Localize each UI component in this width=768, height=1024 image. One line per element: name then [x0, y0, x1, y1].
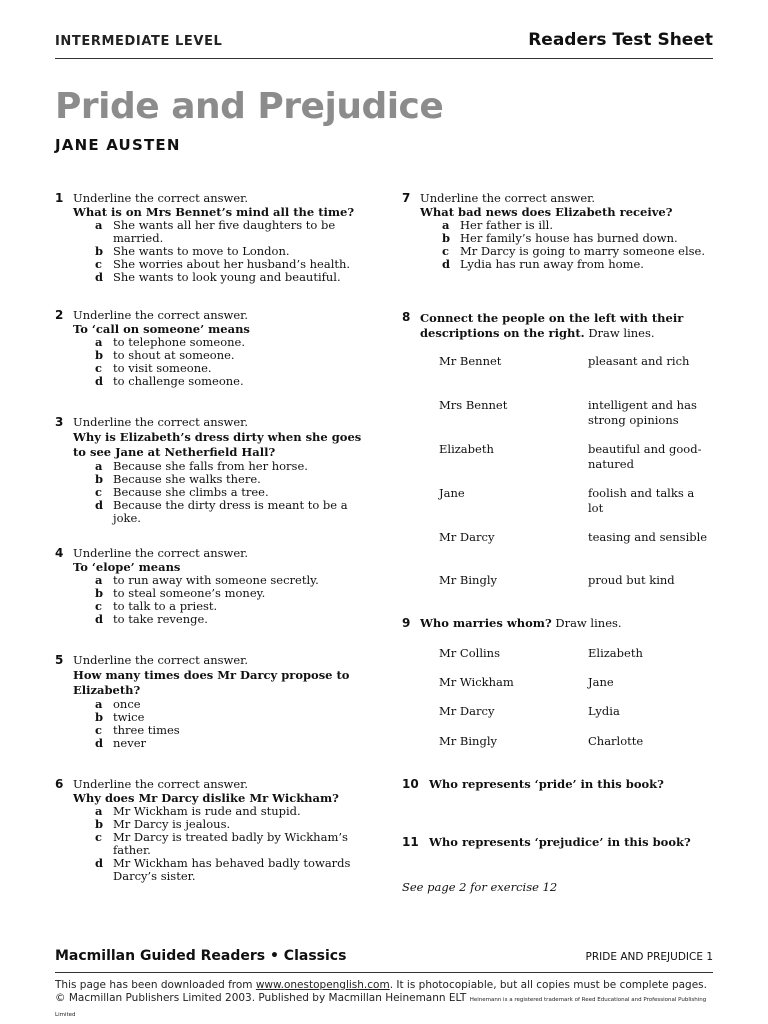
match-groom[interactable]: Mr Wickham — [439, 675, 514, 689]
option-text: Because she falls from her horse. — [113, 459, 308, 473]
option-letter: c — [95, 599, 103, 613]
option-letter: c — [442, 244, 450, 258]
question-instruction: Underline the correct answer. — [420, 191, 596, 205]
option-letter: d — [95, 374, 104, 388]
question-instruction: Underline the correct answer. — [73, 191, 249, 205]
question-instruction: Draw lines. — [584, 325, 655, 340]
option-letter: a — [95, 335, 103, 349]
match-groom[interactable]: Mr Darcy — [439, 704, 495, 718]
option-letter: d — [95, 612, 104, 626]
match-groom[interactable]: Mr Collins — [439, 646, 500, 660]
option-letter: c — [95, 485, 103, 499]
question-number: 9 — [402, 616, 411, 630]
question-instruction: Underline the correct answer. — [73, 546, 249, 560]
match-bride[interactable]: Elizabeth — [588, 646, 643, 660]
option-letter: a — [95, 697, 103, 711]
match-description[interactable]: beautiful and good-natured — [588, 442, 702, 471]
trademark-text: Heinemann is a registered trademark of Reed Educational and Professional Publishing Limited — [55, 997, 707, 1018]
option-letter: d — [95, 498, 104, 512]
question-11 — [402, 836, 722, 849]
question-7 — [402, 192, 722, 271]
see-page-note: See page 2 for exercise 12 — [402, 880, 558, 894]
option-text: to telephone someone. — [113, 335, 245, 349]
option-text: to take revenge. — [113, 612, 208, 626]
match-person[interactable]: Elizabeth — [439, 442, 494, 456]
question-8 — [402, 311, 722, 340]
option-text: Because she climbs a tree. — [113, 485, 269, 499]
option-text: twice — [113, 710, 145, 724]
note-text: . It is photocopiable, but all copies must be complete pages. — [389, 979, 707, 991]
option-letter: a — [95, 804, 103, 818]
option-text: Because the dirty dress is meant to be a joke. — [113, 498, 348, 525]
option-letter: c — [95, 361, 103, 375]
level-label: INTERMEDIATE LEVEL — [55, 34, 223, 49]
option-text: She worries about her husband’s health. — [113, 257, 351, 271]
option-text: to talk to a priest. — [113, 599, 218, 613]
match-bride[interactable]: Jane — [588, 675, 614, 689]
option-letter: d — [95, 856, 104, 870]
question-instruction: Underline the correct answer. — [73, 415, 249, 429]
author-name: JANE AUSTEN — [55, 136, 181, 154]
option-text: never — [113, 736, 147, 750]
answer-option[interactable] — [73, 857, 370, 883]
option-text: three times — [113, 723, 180, 737]
option-text: to visit someone. — [113, 361, 212, 375]
option-letter: b — [95, 244, 104, 258]
question-stem: What is on Mrs Bennet’s mind all the time? — [73, 205, 355, 219]
sheet-type-label: Readers Test Sheet — [528, 30, 713, 50]
match-person[interactable]: Jane — [439, 486, 465, 500]
option-letter: b — [95, 472, 104, 486]
match-bride[interactable]: Lydia — [588, 704, 620, 718]
match-description[interactable]: intelligent and has strong opinions — [588, 398, 697, 427]
match-person[interactable]: Mr Darcy — [439, 530, 495, 544]
option-letter: c — [95, 723, 103, 737]
option-text: to challenge someone. — [113, 374, 244, 388]
question-stem: Who marries whom? — [420, 616, 552, 630]
question-number: 1 — [55, 191, 64, 205]
option-letter: a — [442, 218, 450, 232]
option-letter: b — [442, 231, 451, 245]
option-text: once — [113, 697, 141, 711]
question-5 — [55, 654, 370, 750]
option-letter: b — [95, 817, 104, 831]
match-person[interactable]: Mrs Bennet — [439, 398, 508, 412]
question-6 — [55, 778, 370, 883]
option-letter: b — [95, 348, 104, 362]
page-label: PRIDE AND PREJUDICE 1 — [585, 951, 713, 963]
question-instruction: Underline the correct answer. — [73, 308, 249, 322]
footer-note — [55, 979, 715, 1022]
match-bride[interactable]: Charlotte — [588, 734, 644, 748]
question-stem: Why is Elizabeth’s dress dirty when she goes to see Jane at Netherfield Hall? — [73, 430, 362, 459]
option-text: Mr Darcy is treated badly by Wickham’s father. — [113, 830, 348, 857]
copyright-text: © Macmillan Publishers Limited 2003. Published by Macmillan Heinemann ELT — [55, 992, 467, 1004]
option-text: Lydia has run away from home. — [460, 257, 644, 271]
question-4 — [55, 547, 370, 626]
question-instruction: Draw lines. — [551, 616, 622, 630]
option-text: to run away with someone secretly. — [113, 573, 319, 587]
question-number: 6 — [55, 777, 64, 791]
answer-option[interactable] — [73, 219, 370, 245]
option-letter: d — [95, 270, 104, 284]
question-number: 10 — [402, 777, 419, 791]
match-description[interactable]: teasing and sensible — [588, 530, 708, 544]
answer-option[interactable] — [420, 258, 722, 271]
question-number: 11 — [402, 835, 419, 849]
question-stem: Connect the people on the left with their descriptions on the right. — [420, 311, 684, 340]
match-description[interactable]: proud but kind — [588, 573, 675, 587]
answer-option[interactable] — [73, 737, 370, 750]
option-letter: d — [442, 257, 451, 271]
match-description[interactable]: pleasant and rich — [588, 354, 690, 368]
page-title: Pride and Prejudice — [55, 86, 444, 127]
question-10 — [402, 778, 722, 791]
option-text: She wants all her five daughters to be married. — [113, 218, 336, 245]
question-stem: To ‘elope’ means — [73, 560, 181, 574]
header-bar — [55, 28, 713, 59]
question-stem: To ‘call on someone’ means — [73, 322, 250, 336]
question-instruction: Underline the correct answer. — [73, 777, 249, 791]
option-text: Mr Wickham has behaved badly towards Darcy’s sister. — [113, 856, 351, 883]
question-1 — [55, 192, 370, 284]
question-number: 5 — [55, 653, 64, 667]
option-letter: c — [95, 830, 103, 844]
answer-option[interactable] — [73, 613, 370, 626]
answer-option[interactable] — [73, 499, 370, 525]
question-stem: Who represents ‘pride’ in this book? — [429, 777, 664, 791]
answer-option[interactable] — [73, 375, 370, 388]
option-letter: a — [95, 573, 103, 587]
option-letter: a — [95, 459, 103, 473]
question-number: 3 — [55, 415, 64, 429]
match-person[interactable]: Mr Bingly — [439, 573, 497, 587]
match-groom[interactable]: Mr Bingly — [439, 734, 497, 748]
option-text: She wants to move to London. — [113, 244, 290, 258]
footer-divider — [55, 972, 713, 973]
question-3 — [55, 416, 370, 525]
option-letter: c — [95, 257, 103, 271]
answer-option[interactable] — [73, 831, 370, 857]
match-person[interactable]: Mr Bennet — [439, 354, 502, 368]
option-text: She wants to look young and beautiful. — [113, 270, 341, 284]
option-text: to steal someone’s money. — [113, 586, 266, 600]
question-number: 2 — [55, 308, 64, 322]
series-label: Macmillan Guided Readers • Classics — [55, 948, 347, 964]
option-text: Mr Darcy is jealous. — [113, 817, 231, 831]
site-link[interactable]: www.onestopenglish.com — [255, 979, 390, 991]
option-text: Her father is ill. — [460, 218, 554, 232]
question-2 — [55, 309, 370, 388]
option-letter: a — [95, 218, 103, 232]
question-stem: How many times does Mr Darcy propose to Elizabeth? — [73, 668, 350, 697]
match-description[interactable]: foolish and talks a lot — [588, 486, 695, 515]
option-text: Mr Wickham is rude and stupid. — [113, 804, 301, 818]
question-instruction: Underline the correct answer. — [73, 653, 249, 667]
question-stem: Who represents ‘prejudice’ in this book? — [429, 835, 691, 849]
question-9 — [402, 617, 722, 630]
question-number: 4 — [55, 546, 64, 560]
option-letter: b — [95, 710, 104, 724]
option-text: Mr Darcy is going to marry someone else. — [460, 244, 705, 258]
option-text: Her family’s house has burned down. — [460, 231, 678, 245]
option-text: Because she walks there. — [113, 472, 261, 486]
question-number: 7 — [402, 191, 411, 205]
note-text: This page has been downloaded from — [55, 979, 256, 991]
question-stem: What bad news does Elizabeth receive? — [420, 205, 673, 219]
option-text: to shout at someone. — [113, 348, 235, 362]
question-number: 8 — [402, 310, 411, 324]
question-stem: Why does Mr Darcy dislike Mr Wickham? — [73, 791, 339, 805]
option-letter: d — [95, 736, 104, 750]
answer-option[interactable] — [73, 271, 370, 284]
option-letter: b — [95, 586, 104, 600]
